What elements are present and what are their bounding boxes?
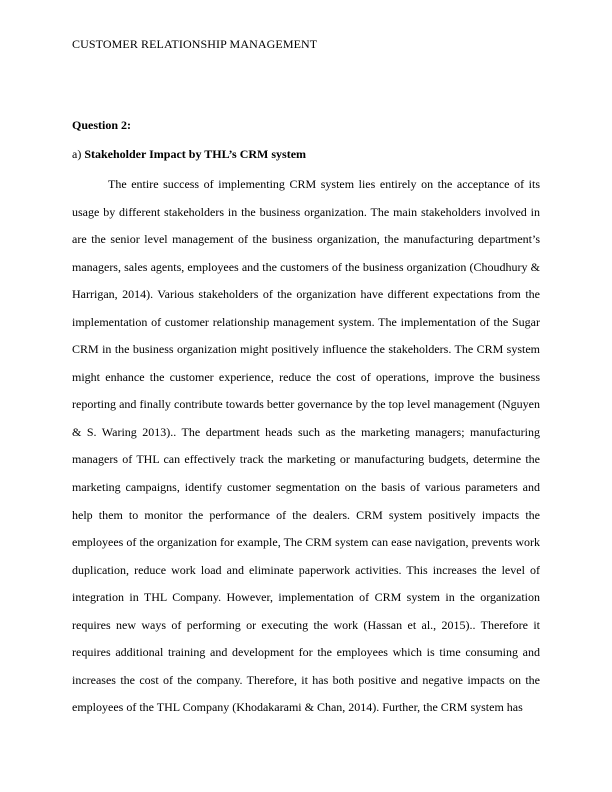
- subsection-heading: [72, 146, 306, 162]
- running-head: CUSTOMER RELATIONSHIP MANAGEMENT: [72, 37, 318, 51]
- question-heading: Question 2:: [72, 118, 132, 132]
- body-paragraph: The entire success of implementing CRM system lies entirely on the acceptance of its usage by different stakeholders in the business organization. The main stakeholders involved in are the senior level management of the business organization, the manufacturing department’s managers, sales agents, employees and the customers of the business organization (Choudhury & Harrigan, 2014). Various stakeholders of the organization have different expectations from the implementation of customer relationship management system. The implementation of the Sugar CRM in the business organization might positively influence the stakeholders. The CRM system might enhance the customer experience, reduce the cost of operations, improve the business reporting and finally contribute towards better governance by the top level management (Nguyen & S. Waring 2013).. The department heads such as the marketing managers; manufacturing managers of THL can effectively track the marketing or manufacturing budgets, determine the marketing campaigns, identify customer segmentation on the basis of various parameters and help them to monitor the performance of the dealers. CRM system positively impacts the employees of the organization for example, The CRM system can ease navigation, prevents work duplication, reduce work load and eliminate paperwork activities. This increases the level of integration in THL Company. However, implementation of CRM system in the organization requires new ways of performing or executing the work (Hassan et al., 2015).. Therefore it requires additional training and development for the employees which is time consuming and increases the cost of the company. Therefore, it has both positive and negative impacts on the employees of the THL Company (Khodakarami & Chan, 2014). Further, the CRM system has: [72, 177, 540, 715]
- subsection-prefix: a): [72, 147, 85, 161]
- subsection-title: Stakeholder Impact by THL’s CRM system: [84, 147, 307, 161]
